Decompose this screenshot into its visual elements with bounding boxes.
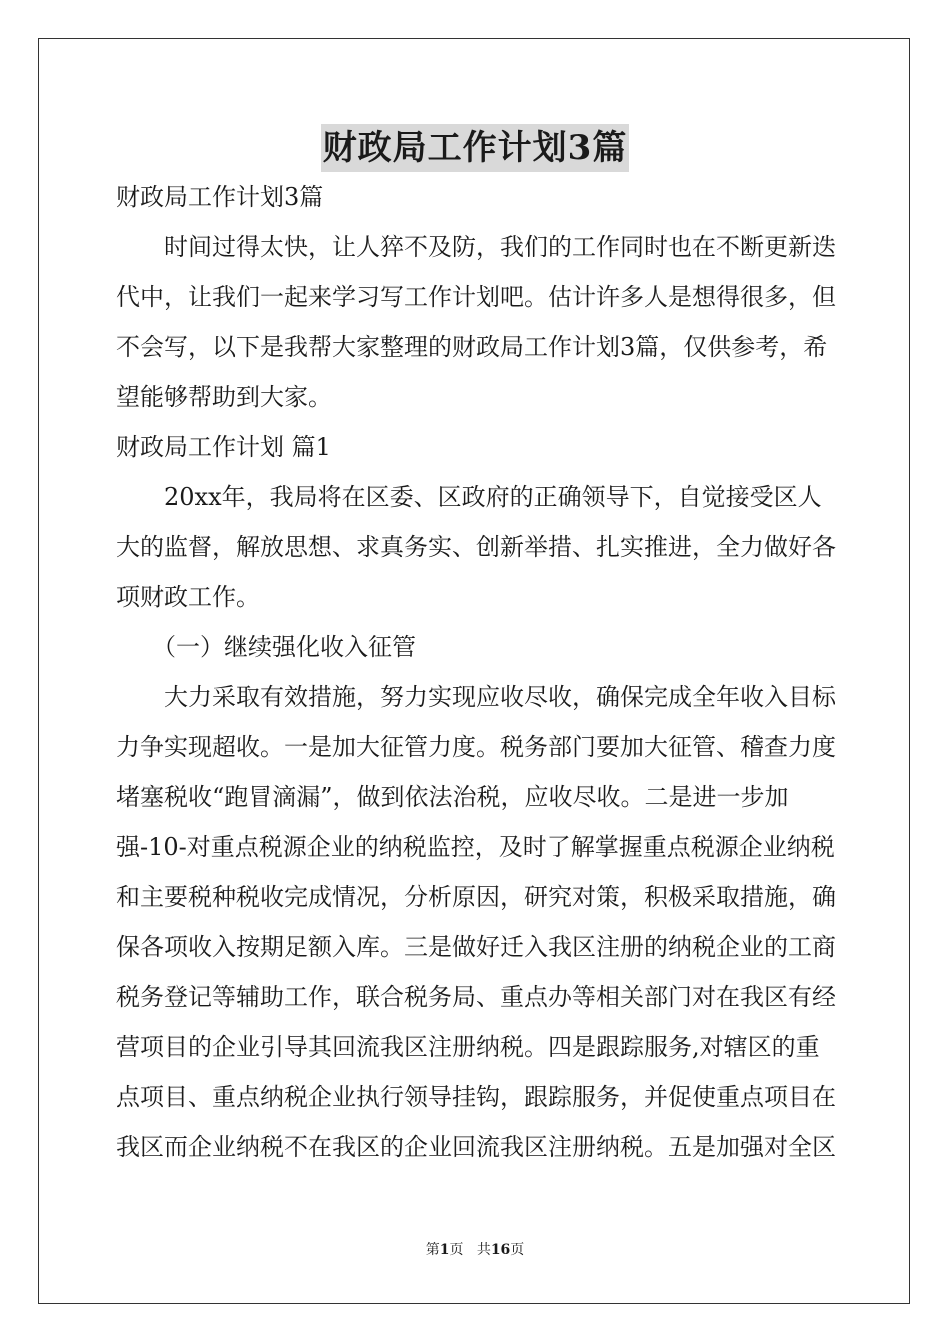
title-container: [0, 124, 950, 172]
paragraph-line: 时间过得太快，让人猝不及防，我们的工作同时也在不断更新迭: [116, 233, 836, 261]
paragraph-line: 代中，让我们一起来学习写工作计划吧。估计许多人是想得很多，但: [116, 283, 836, 311]
document-body: [116, 172, 838, 1172]
paragraph-line: 税务登记等辅助工作，联合税务局、重点办等相关部门对在我区有经: [116, 983, 836, 1011]
paragraph-line: 保各项收入按期足额入库。三是做好迁入我区注册的纳税企业的工商: [116, 933, 836, 961]
paragraph-line: 望能够帮助到大家。: [116, 383, 332, 411]
paragraph-line: 项财政工作。: [116, 583, 260, 611]
subsection-heading: （一）继续强化收入征管: [116, 633, 416, 661]
total-suffix: 页: [510, 1242, 525, 1258]
paragraph-line: 营项目的企业引导其回流我区注册纳税。四是跟踪服务,对辖区的重: [116, 1033, 820, 1061]
paragraph-line: 大力采取有效措施，努力实现应收尽收，确保完成全年收入目标: [116, 683, 836, 711]
section-heading: 财政局工作计划 篇1: [116, 433, 331, 461]
paragraph-line: 不会写，以下是我帮大家整理的财政局工作计划3篇，仅供参考，希: [116, 333, 828, 361]
paragraph-line: 力争实现超收。一是加大征管力度。税务部门要加大征管、稽查力度: [116, 733, 836, 761]
paragraph-line: 点项目、重点纳税企业执行领导挂钩，跟踪服务，并促使重点项目在: [116, 1083, 836, 1111]
page-suffix: 页: [449, 1242, 464, 1258]
total-prefix: 共: [476, 1242, 491, 1258]
paragraph-line: 大的监督，解放思想、求真务实、创新举措、扎实推进，全力做好各: [116, 533, 836, 561]
total-pages: 16: [490, 1242, 511, 1258]
paragraph-line: 堵塞税收“跑冒滴漏”，做到依法治税，应收尽收。二是进一步加: [116, 783, 789, 811]
subtitle-line: 财政局工作计划3篇: [116, 183, 324, 211]
paragraph-line: 和主要税种税收完成情况，分析原因，研究对策，积极采取措施，确: [116, 883, 836, 911]
page-number: 1: [439, 1242, 450, 1258]
paragraph-line: 我区而企业纳税不在我区的企业回流我区注册纳税。五是加强对全区: [116, 1133, 836, 1161]
document-title: 财政局工作计划3篇: [321, 124, 630, 172]
paragraph-line: 强-10-对重点税源企业的纳税监控，及时了解掌握重点税源企业纳税: [116, 833, 835, 861]
page-footer: [0, 1240, 950, 1260]
page-prefix: 第: [425, 1242, 440, 1258]
paragraph-line: 20xx年，我局将在区委、区政府的正确领导下，自觉接受区人: [116, 483, 822, 511]
